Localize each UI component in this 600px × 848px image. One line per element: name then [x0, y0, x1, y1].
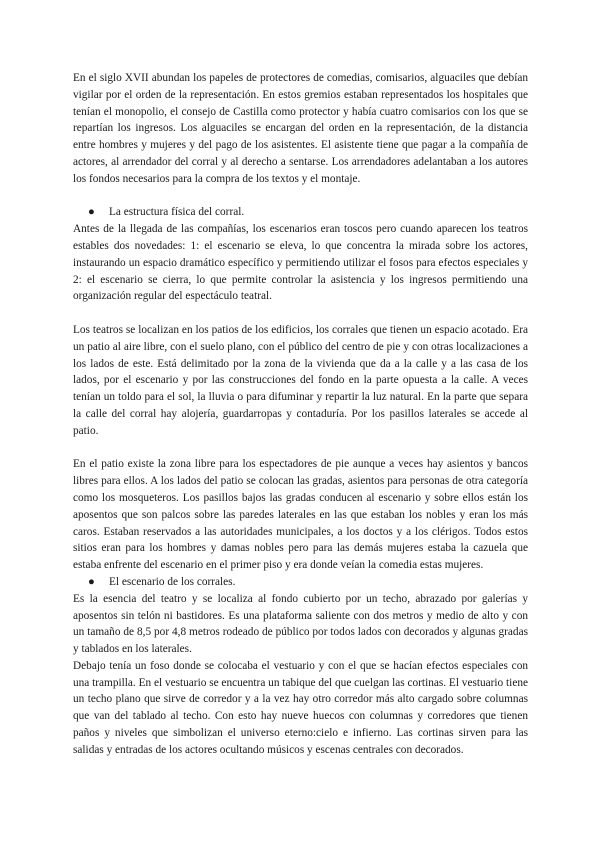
- paragraph-gap: [73, 188, 528, 205]
- paragraph-gap: [73, 440, 528, 457]
- paragraph-patio: En el patio existe la zona libre para los espectadores de pie aunque a veces hay asientos y bancos libres para ellos. A los lados del patio se colocan las gradas, asientos para personas de otra categoría como los mosqueteros. Los pasillos bajos las gradas conducen al escenario y sobre ellos están los aposentos que son palcos sobre las paredes laterales en las que estaban los nobles y eran los más caros. Estaban reservados a las autoridades municipales, a los doctos y a los clérigos. Todos estos sitios eran para los hombres y damas nobles pero para las demás mujeres estaba la cazuela que estaba enfrente del escenario en el primer piso y era donde veían la comedia estas mujeres.: [73, 458, 528, 572]
- bullet-heading-text: El escenario de los corrales.: [109, 575, 236, 588]
- bullet-icon: ●: [88, 206, 95, 219]
- document-page: [73, 70, 528, 759]
- bullet-icon: ●: [88, 575, 95, 588]
- bullet-heading-estructura: [73, 204, 528, 221]
- paragraph-teatros: Los teatros se localizan en los patios de los edificios, los corrales que tienen un espacio acotado. Era un patio al aire libre, con el suelo plano, con el público del centro de pie y con otras localizaciones a los lados de este. Está delimitado por la zona de la vivienda que da a la calle y a las casa de los lados, por el escenario y por las construcciones del fondo en la parte opuesta a la calle. A veces tenían un toldo para el sol, la lluvia o para difuminar y repartir la luz natural. En la parte que separa la calle del corral hay alojería, guardarropas y contaduría. Por los pasillos laterales se accede al patio.: [73, 323, 528, 437]
- paragraph-gap: [73, 305, 528, 322]
- paragraph-escenarios: Antes de la llegada de las compañías, los escenarios eran toscos pero cuando aparecen los teatros estables dos novedades: 1: el escenario se eleva, lo que concentra la mirada sobre los actores, instaurando un espacio dramático específico y permitiendo utilizar el fosos para efectos especiales y 2: el escenario se cierra, lo que permite controlar la asistencia y los ingresos permitiendo una organización regular del espectáculo teatral.: [73, 223, 528, 303]
- bullet-heading-text: La estructura física del corral.: [109, 206, 245, 219]
- bullet-heading-escenario: [73, 574, 528, 591]
- paragraph-foso: Debajo tenía un foso donde se colocaba el vestuario y con el que se hacían efectos especiales con una trampilla. En el vestuario se encuentra un tabique del que cuelgan las cortinas. El vestuario tiene un techo plano que sirve de corredor y a la vez hay otro corredor más alto cargado sobre columnas que van del tablado al techo. Con esto hay nueve huecos con columnas y corredores que tienen paños y niveles que simbolizan el universo eterno:cielo e infierno. Las cortinas sirven para las salidas y entradas de los actores ocultando músicos y escenas centrales con decorados.: [73, 659, 528, 756]
- paragraph-protectores: En el siglo XVII abundan los papeles de protectores de comedias, comisarios, alguaciles que debían vigilar por el orden de la representación. En estos gremios estaban representados los hospitales que tenían el monopolio, el consejo de Castilla como protector y había cuatro comisarios con los que se repartían los ingresos. Los alguaciles se encargan del orden en la representación, de la distancia entre hombres y mujeres y del pago de los asistentes. El asistente tiene que pagar a la compañía de actores, al arrendador del corral y al derecho a sentarse. Los arrendadores adelantaban a los autores los fondos necesarios para la compra de los textos y el montaje.: [73, 72, 528, 185]
- paragraph-esencia: Es la esencia del teatro y se localiza al fondo cubierto por un techo, abrazado por galerías y aposentos sin telón ni bastidores. Es una plataforma saliente con dos metros y medio de alto y con un tamaño de 8,5 por 4,8 metros rodeado de público por todos lados con decorados y algunas gradas y tablados en los laterales.: [73, 592, 528, 656]
